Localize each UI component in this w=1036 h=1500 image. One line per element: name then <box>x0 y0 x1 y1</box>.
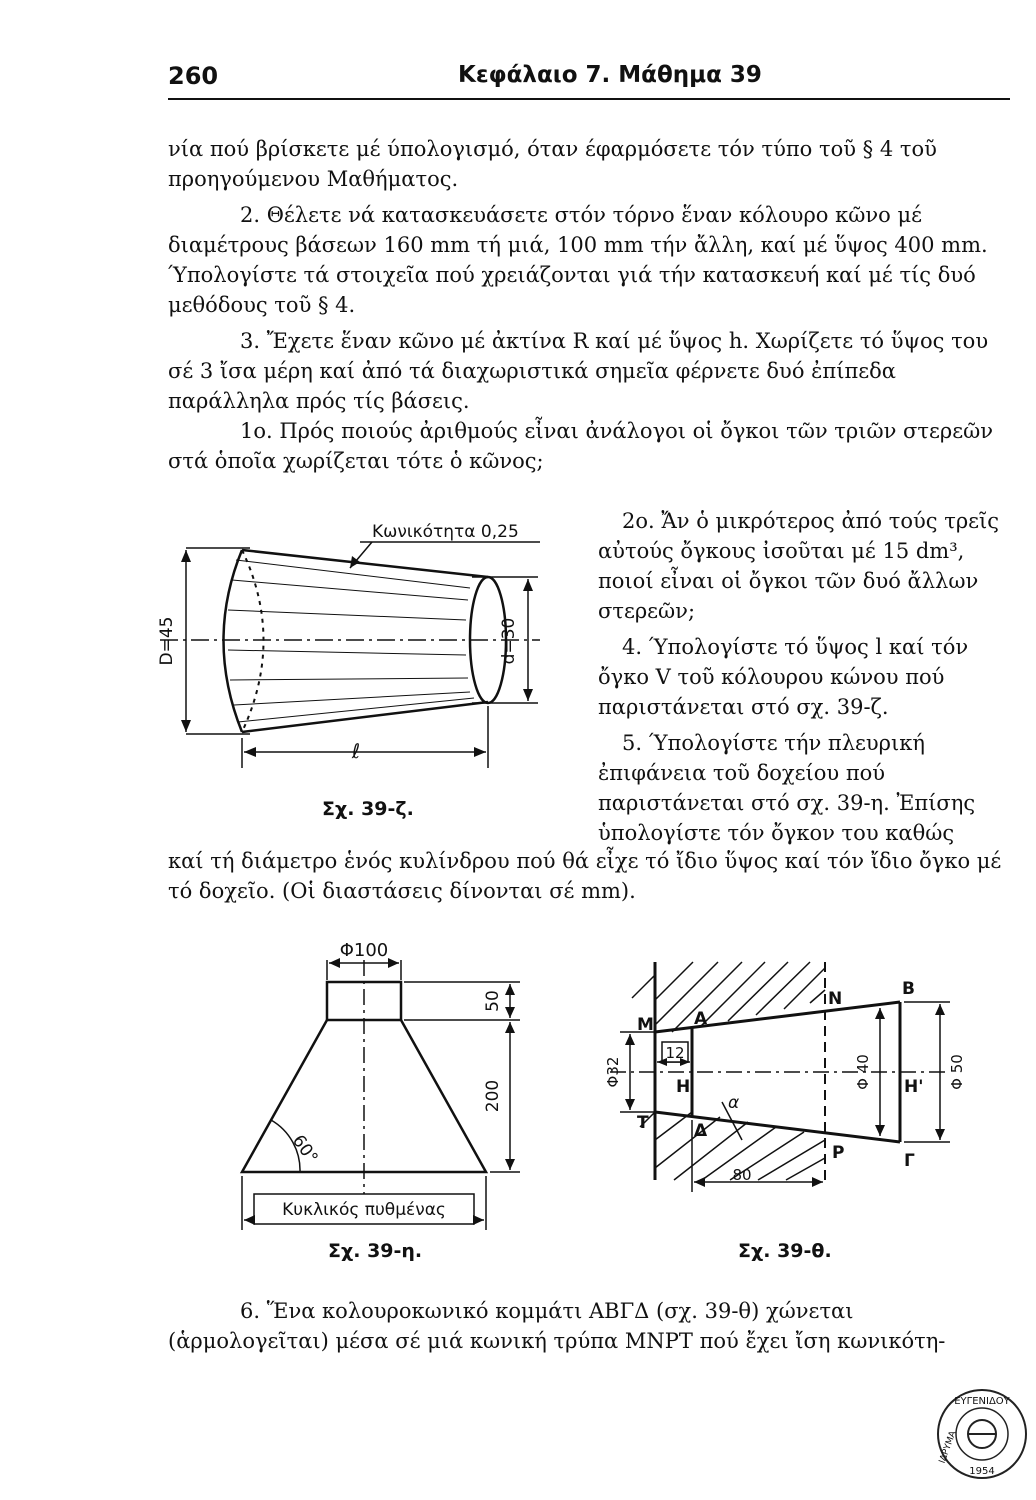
exercise-5: 5. Ύπολογίστε τήν πλευρική ἐπιφάνεια τοῦ δοχείου πού παριστάνεται στό σχ. 39-η. Ἐπίσης ὑπολογίστε τόν ὄγκον του καθώς <box>598 731 976 845</box>
point-Gamma: Γ <box>904 1151 915 1171</box>
seal-left-text: ΙΔΡΥΜΑ <box>937 1429 959 1465</box>
point-B: B <box>902 979 915 999</box>
caption-fig-zeta: Σχ. 39-ζ. <box>322 798 414 820</box>
caption-fig-eta: Σχ. 39-η. <box>328 1240 423 1262</box>
exercise-3-part-1: 1ο. Πρός ποιούς ἀριθμούς εἶναι ἀνάλογοι οἱ ὄγκοι τῶν τριῶν στερεῶν στά ὁποῖα χωρίζεται τότε ὁ κῶνος; <box>168 419 993 473</box>
chapter-title: Κεφάλαιο 7. Μάθημα 39 <box>458 62 762 88</box>
exercise-2: 2. Θέλετε νά κατασκευάσετε στόν τόρνο ἕναν κόλουρο κῶνο μέ διαμέτρους βάσεων 160 mm τή μιά, 100 mm τήν ἄλλη, καί μέ ὕψος 400 mm. Ύπολογίστε τά στοιχεῖα πού χρειάζονται γιά τήν κατασκευή καί μέ τίς δυό μεθόδους τοῦ § 4. <box>168 203 988 317</box>
point-A: A <box>694 1009 708 1029</box>
exercise-3-part-2: 2ο. Ἄν ὁ μικρότερος ἀπό τούς τρεῖς αὐτούς ὄγκους ἰσοῦται μέ 15 dm³, ποιοί εἶναι οἱ ὄγκοι τῶν δυό ἄλλων στερεῶν; <box>598 509 1000 623</box>
point-M: M <box>637 1015 654 1035</box>
dim-phi50-label: Φ 50 <box>948 1054 966 1090</box>
point-H: H <box>676 1077 691 1097</box>
dim-12-label: 12 <box>665 1044 685 1062</box>
dimension-d-label: d=30 <box>499 617 519 665</box>
hatching-left <box>632 975 655 1127</box>
hole-edge-MN <box>655 1002 900 1032</box>
dim-80-label: 80 <box>732 1166 752 1184</box>
point-H-prime: H' <box>904 1077 924 1097</box>
eta-angle-label: 60° <box>287 1131 322 1168</box>
frustum-top-generator <box>242 550 488 577</box>
dim-phi40-label: Φ 40 <box>854 1054 872 1090</box>
point-T: T <box>637 1113 649 1133</box>
eta-body-height-label: 200 <box>483 1079 503 1113</box>
exercise-5-continued: καί τή διάμετρο ἑνός κυλίνδρου πού θά εἶχε τό ἴδιο ὕψος καί τόν ἴδιο ὄγκο μέ τό δοχεῖο. (Οἱ διαστάσεις δίνονται σέ mm). <box>168 849 1002 903</box>
page-number: 260 <box>168 62 219 90</box>
foundation-seal <box>936 1388 1028 1480</box>
figure-39-theta <box>610 962 950 1192</box>
taper-label: Κωνικότητα 0,25 <box>372 522 519 542</box>
eta-base-label: Κυκλικός πυθμένας <box>282 1200 446 1220</box>
paragraph-continuation: νία πού βρίσκετε μέ ύπολογισμό, όταν έφαρμόσετε τόν τύπο τοῦ § 4 τοῦ προηγούμενου Μαθήματος. <box>168 137 937 191</box>
seal-year: 1954 <box>969 1466 995 1477</box>
eta-diameter-label: Φ100 <box>339 940 389 961</box>
caption-fig-theta: Σχ. 39-θ. <box>738 1240 832 1262</box>
eta-neck-height-label: 50 <box>483 990 503 1012</box>
seal-top-text: ΕΥΓΕΝΙΔΟΥ <box>954 1396 1010 1407</box>
exercise-4: 4. Ύπολογίστε τό ὕψος l καί τόν ὄγκο V τοῦ κόλουρου κώνου πού παριστάνεται στό σχ. 39-ζ. <box>598 635 969 719</box>
point-N: N <box>828 989 843 1009</box>
figure-39-eta <box>242 960 520 1230</box>
point-Delta: Δ <box>694 1121 708 1141</box>
dim-phi32-label: Φ32 <box>604 1056 622 1088</box>
frustum-bottom-generator <box>242 702 488 732</box>
figure-39-zeta <box>160 542 540 768</box>
point-P: P <box>832 1143 845 1163</box>
dimension-D-label: D=45 <box>157 616 177 666</box>
exercise-6: 6. Ἕνα κολουροκωνικό κομμάτι ΑΒΓΔ (σχ. 39-θ) χώνεται (ἁρμολογεῖται) μέσα σέ μιά κωνική τρύπα MNPT πού ἔχει ἴση κωνικότη- <box>168 1299 946 1353</box>
angle-alpha-label: α <box>728 1093 740 1113</box>
dimension-l-label: ℓ <box>351 739 361 763</box>
exercise-3: 3. Ἔχετε ἕναν κῶνο μέ ἀκτίνα R καί μέ ὕψος h. Χωρίζετε τό ὕψος του σέ 3 ἴσα μέρη καί ἀπό τά διαχωριστικά σημεῖα φέρνετε δυό ἐπίπεδα παράλληλα πρός τίς βάσεις. <box>168 329 989 413</box>
frustum-shading <box>228 560 474 722</box>
